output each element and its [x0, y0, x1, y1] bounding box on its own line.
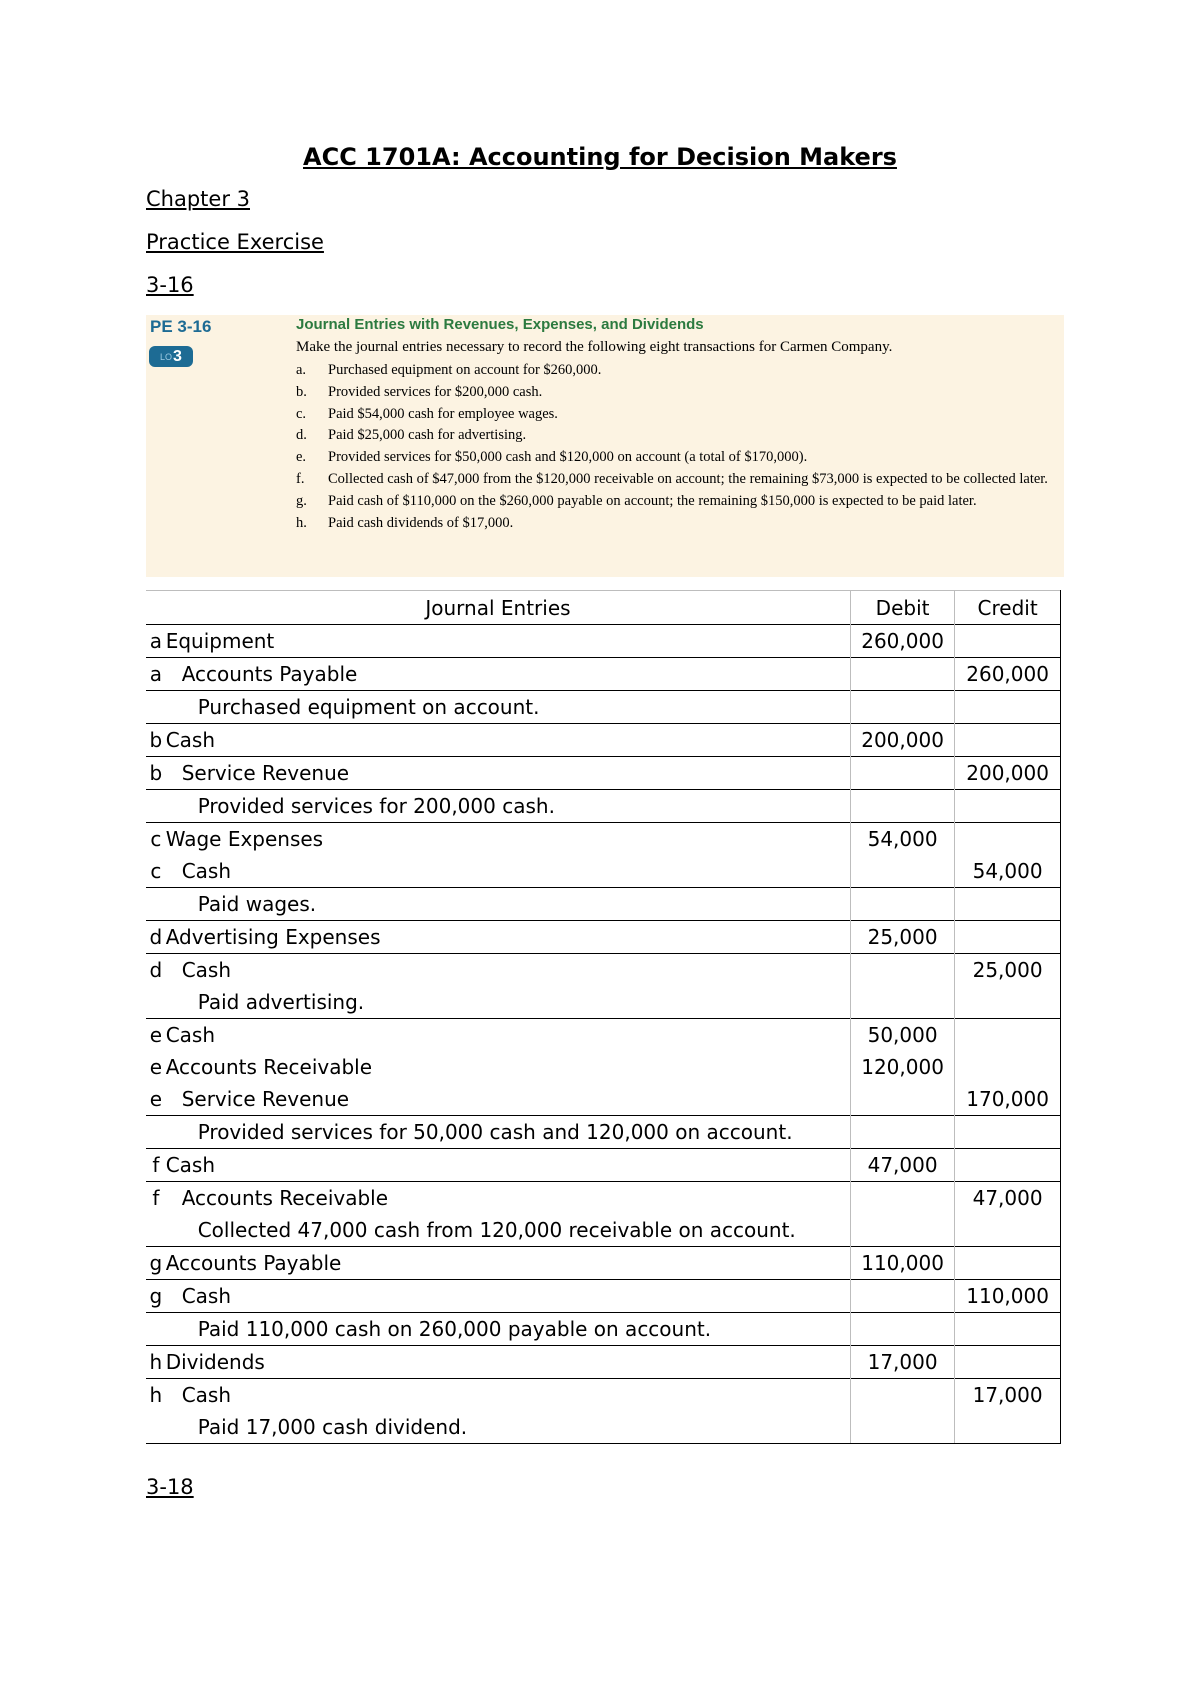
transaction-item	[296, 491, 1061, 513]
entry-letter: b	[146, 724, 166, 757]
account-name: Service Revenue	[181, 1087, 350, 1111]
transaction-letter: d.	[296, 427, 307, 444]
debit-amount: 260,000	[850, 625, 954, 658]
credit-amount	[955, 1313, 1061, 1346]
journal-row	[146, 1313, 1061, 1346]
transaction-letter: f.	[296, 470, 305, 487]
account-name: Accounts Receivable	[166, 1182, 851, 1215]
debit-amount	[850, 986, 954, 1019]
debit-amount: 50,000	[850, 1019, 954, 1052]
debit-amount	[850, 1116, 954, 1149]
transaction-text: Paid $54,000 cash for employee wages.	[328, 405, 558, 422]
debit-amount	[850, 691, 954, 724]
debit-amount: 110,000	[850, 1247, 954, 1280]
transaction-text: Purchased equipment on account for $260,000.	[328, 362, 602, 378]
debit-amount	[850, 888, 954, 921]
credit-amount: 25,000	[955, 954, 1061, 987]
chapter-link[interactable]: Chapter 3	[146, 187, 250, 211]
credit-header: Credit	[955, 591, 1061, 625]
transaction-letter: h.	[296, 514, 307, 531]
credit-amount	[955, 1346, 1061, 1379]
entry-letter: h	[146, 1346, 166, 1379]
account-name: Advertising Expenses	[166, 921, 851, 954]
debit-amount	[850, 1379, 954, 1412]
transaction-item	[296, 447, 1061, 469]
journal-row	[146, 986, 1061, 1019]
document-title: ACC 1701A: Accounting for Decision Makers	[303, 143, 897, 171]
journal-row	[146, 1116, 1061, 1149]
credit-amount	[955, 1214, 1061, 1247]
debit-amount	[850, 855, 954, 888]
account-name: Equipment	[166, 625, 851, 658]
entry-letter: e	[149, 1055, 162, 1079]
entry-explanation: Paid 17,000 cash dividend.	[166, 1411, 851, 1444]
entry-letter	[146, 1411, 166, 1444]
problem-heading: Journal Entries with Revenues, Expenses, and Dividends	[296, 316, 704, 333]
transaction-text: Paid cash of $110,000 on the $260,000 payable on account; the remaining $150,000 is expected to be paid later.	[328, 492, 977, 509]
entry-letter: f	[146, 1149, 166, 1182]
credit-amount: 110,000	[955, 1280, 1061, 1313]
journal-row	[146, 1411, 1061, 1444]
entry-letter	[146, 691, 166, 724]
account-name: Wage Expenses	[166, 823, 851, 856]
journal-row	[146, 1346, 1061, 1379]
credit-amount	[955, 1149, 1061, 1182]
transaction-text: Paid cash dividends of $17,000.	[328, 514, 514, 531]
debit-amount	[850, 1182, 954, 1215]
exercise-3-16-link[interactable]: 3-16	[146, 273, 194, 297]
debit-amount	[850, 1083, 954, 1116]
entry-explanation: Paid advertising.	[197, 990, 365, 1014]
account-name: Cash	[181, 859, 232, 883]
credit-amount: 170,000	[955, 1083, 1061, 1116]
credit-amount	[955, 691, 1061, 724]
entry-explanation: Purchased equipment on account.	[166, 691, 851, 724]
entry-letter: c	[150, 859, 162, 883]
journal-row	[146, 921, 1061, 954]
debit-amount	[850, 954, 954, 987]
credit-amount	[955, 1019, 1061, 1052]
journal-row	[146, 1083, 1061, 1116]
credit-amount	[955, 625, 1061, 658]
credit-amount	[955, 823, 1061, 856]
account-name: Accounts Receivable	[165, 1055, 373, 1079]
entry-explanation: Collected 47,000 cash from 120,000 receivable on account.	[197, 1218, 796, 1242]
journal-row	[146, 1379, 1061, 1412]
journal-header-row	[146, 591, 1061, 625]
transaction-text: Collected cash of $47,000 from the $120,000 receivable on account; the remaining $73,000 is expected to be collected later.	[328, 470, 1048, 487]
credit-amount	[955, 921, 1061, 954]
credit-amount	[955, 986, 1061, 1019]
journal-row	[146, 625, 1061, 658]
entry-letter: g	[146, 1247, 166, 1280]
entry-letter: e	[146, 1019, 166, 1052]
account-name: Accounts Payable	[166, 1247, 851, 1280]
entry-letter: e	[149, 1087, 162, 1111]
problem-instruction: Make the journal entries necessary to record the following eight transactions for Carmen Company.	[296, 339, 893, 355]
entry-letter: g	[146, 1280, 166, 1313]
exercise-3-18-link[interactable]: 3-18	[146, 1475, 194, 1499]
credit-amount	[955, 888, 1061, 921]
debit-amount: 47,000	[850, 1149, 954, 1182]
debit-amount: 17,000	[850, 1346, 954, 1379]
transaction-letter: g.	[296, 492, 307, 509]
account-name: Cash	[166, 1019, 851, 1052]
entry-letter	[146, 1116, 166, 1149]
problem-box	[146, 315, 1064, 577]
entry-letter: f	[146, 1182, 166, 1215]
debit-amount: 120,000	[850, 1051, 954, 1083]
entry-explanation: Paid wages.	[166, 888, 851, 921]
debit-amount	[850, 1214, 954, 1247]
journal-row	[146, 1247, 1061, 1280]
transaction-letter: c.	[296, 405, 307, 422]
credit-amount	[955, 1116, 1061, 1149]
lo-prefix: LO	[160, 351, 173, 362]
transaction-item	[296, 425, 1061, 447]
account-name: Cash	[166, 1280, 851, 1313]
entry-letter: b	[146, 757, 166, 790]
account-name: Accounts Payable	[166, 658, 851, 691]
credit-amount	[955, 1051, 1061, 1083]
credit-amount: 47,000	[955, 1182, 1061, 1215]
entry-letter: d	[146, 921, 166, 954]
journal-row	[146, 724, 1061, 757]
credit-amount	[955, 1411, 1061, 1444]
journal-row	[146, 855, 1061, 888]
learning-objective-badge	[149, 346, 193, 367]
debit-amount	[850, 790, 954, 823]
journal-row	[146, 757, 1061, 790]
account-name: Dividends	[166, 1346, 851, 1379]
entry-explanation: Provided services for 200,000 cash.	[166, 790, 851, 823]
transaction-item	[296, 382, 1061, 404]
debit-amount	[850, 1411, 954, 1444]
entry-letter: c	[146, 823, 166, 856]
journal-table	[146, 590, 1061, 1444]
credit-amount: 200,000	[955, 757, 1061, 790]
journal-row	[146, 888, 1061, 921]
entry-letter	[146, 888, 166, 921]
debit-amount	[850, 1313, 954, 1346]
lo-number: 3	[173, 347, 182, 365]
transaction-text: Provided services for $50,000 cash and $120,000 on account (a total of $170,000).	[328, 449, 808, 466]
credit-amount: 54,000	[955, 855, 1061, 888]
credit-amount: 260,000	[955, 658, 1061, 691]
entry-letter	[146, 1214, 166, 1247]
transaction-list	[296, 360, 1061, 534]
entry-letter	[146, 1313, 166, 1346]
account-name: Cash	[166, 724, 851, 757]
debit-amount: 54,000	[850, 823, 954, 856]
journal-row	[146, 823, 1061, 856]
journal-row	[146, 1019, 1061, 1052]
transaction-letter: b.	[296, 383, 307, 400]
practice-exercise-link[interactable]: Practice Exercise	[146, 230, 324, 254]
transaction-item	[296, 513, 1061, 535]
journal-row	[146, 1149, 1061, 1182]
journal-entries-header: Journal Entries	[425, 595, 571, 620]
transaction-item	[296, 404, 1061, 426]
transaction-letter: e.	[296, 449, 307, 466]
entry-letter: d	[146, 954, 166, 987]
journal-row	[146, 954, 1061, 987]
account-name: Cash	[166, 1149, 851, 1182]
account-name: Cash	[166, 954, 851, 987]
account-name: Cash	[166, 1379, 851, 1412]
transaction-letter: a.	[296, 362, 307, 378]
credit-amount	[955, 724, 1061, 757]
entry-explanation: Paid 110,000 cash on 260,000 payable on account.	[166, 1313, 851, 1346]
transaction-item	[296, 469, 1061, 491]
entry-letter: a	[146, 625, 166, 658]
journal-row	[146, 1051, 1061, 1083]
entry-letter	[146, 986, 166, 1019]
journal-row	[146, 1214, 1061, 1247]
credit-amount	[955, 790, 1061, 823]
transaction-item	[296, 360, 1061, 382]
debit-header: Debit	[850, 591, 954, 625]
entry-explanation: Provided services for 50,000 cash and 120,000 on account.	[166, 1116, 851, 1149]
debit-amount: 25,000	[850, 921, 954, 954]
entry-letter	[146, 790, 166, 823]
transaction-text: Provided services for $200,000 cash.	[328, 383, 543, 400]
journal-row	[146, 1280, 1061, 1313]
account-name: Service Revenue	[166, 757, 851, 790]
problem-number: PE 3-16	[150, 317, 212, 336]
credit-amount	[955, 1247, 1061, 1280]
transaction-text: Paid $25,000 cash for advertising.	[328, 427, 527, 444]
debit-amount: 200,000	[850, 724, 954, 757]
debit-amount	[850, 1280, 954, 1313]
entry-letter: a	[146, 658, 166, 691]
journal-row	[146, 658, 1061, 691]
entry-letter: h	[146, 1379, 166, 1412]
journal-row	[146, 790, 1061, 823]
journal-row	[146, 691, 1061, 724]
journal-row	[146, 1182, 1061, 1215]
credit-amount: 17,000	[955, 1379, 1061, 1412]
debit-amount	[850, 658, 954, 691]
debit-amount	[850, 757, 954, 790]
